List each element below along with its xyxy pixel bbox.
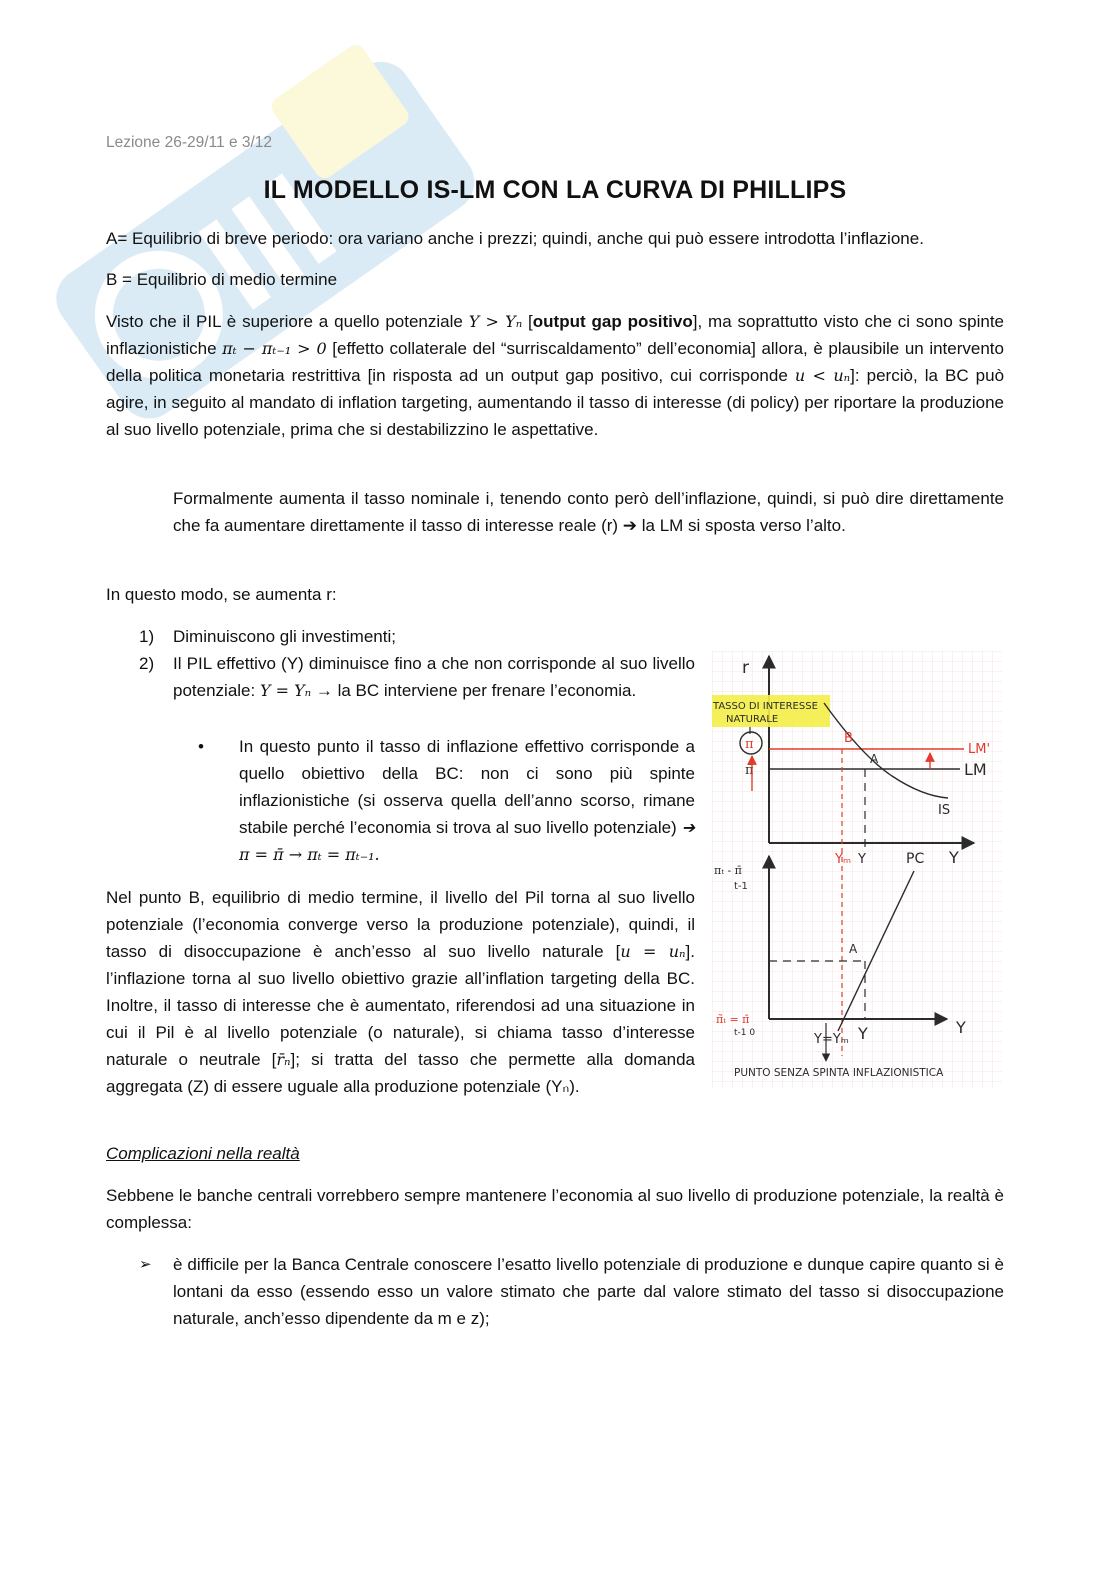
text: → la BC interviene per frenare l’economia.	[311, 681, 637, 700]
lm-label: LM	[964, 760, 987, 779]
bullet-symbol: •	[198, 737, 204, 756]
text: Visto che il PIL è superiore a quello potenziale	[106, 312, 469, 331]
paragraph-list-intro: In questo modo, se aumenta r:	[106, 585, 337, 604]
paragraph-output-gap	[106, 308, 1004, 443]
bold-output-gap: output gap positivo	[532, 312, 693, 331]
point-a2-label: A	[849, 942, 858, 956]
pc-label: PC	[906, 851, 925, 867]
lm-prime-label: LM'	[968, 742, 991, 757]
paragraph-reality: Sebbene le banche centrali vorrebbero sempre mantenere l’economia al suo livello di produzione potenziale, la realtà è complessa:	[106, 1186, 1004, 1232]
bottom-x-axis-label: Y	[956, 1018, 966, 1037]
math-u-eq-un: u = uₙ	[620, 942, 686, 961]
islm-phillips-sketch	[712, 651, 1002, 1089]
bullet-item	[239, 733, 695, 868]
top-x-axis-label: Y	[949, 848, 959, 867]
math-r-natural: r̄ₙ	[276, 1050, 291, 1069]
pi-equals-label-1: π̃ₜ = π̄	[716, 1013, 750, 1026]
section-heading: Complicazioni nella realtà	[106, 1144, 300, 1163]
math-y-eq-yn: Y = Yₙ	[259, 681, 312, 700]
text: Nel punto B, equilibrio di medio termine, il livello del Pil torna al suo livello potenziale (l’economia converge verso la produzione potenziale), quindi, il tasso di disoccupazione è anch’esso al suo livello naturale [	[106, 888, 695, 961]
list-item-1: Diminuiscono gli investimenti;	[173, 627, 396, 646]
math-u-lt-un: u < uₙ	[794, 366, 851, 385]
point-b-label: B	[844, 731, 853, 746]
pi-bar-label: π̄	[745, 763, 754, 778]
text: [	[522, 312, 533, 331]
text: In questo punto il tasso di inflazione effettivo corrisponde a quello obiettivo della BC: non ci sono più spinte inflazionistiche (si osserva quella dell’anno scorso, rimane stabile perché l’economia si trova al suo livello potenziale)	[239, 737, 695, 837]
text: Il PIL effettivo (Y) diminuisce fino a che non corrisponde al suo livello potenziale:	[173, 654, 695, 700]
arrow-list-item: è difficile per la Banca Centrale conoscere l’esatto livello potenziale di produzione e dunque capire quanto si è lontani da esso (essendo esso un valore stimato che parte dal valore stimato del tasso si disoccupazione naturale, anch’esso dipendente da m e z);	[173, 1255, 1004, 1328]
point-a-label: A	[870, 752, 879, 766]
page-title: IL MODELLO IS-LM CON LA CURVA DI PHILLIPS	[263, 176, 847, 204]
natural-rate-label-1: TASSO DI INTERESSE	[713, 701, 818, 712]
lesson-header: Lezione 26-29/11 e 3/12	[106, 134, 273, 151]
text: ], ma soprattutto visto che ci sono spinte inflazionistiche	[106, 312, 1005, 358]
sketch-caption: PUNTO SENZA SPINTA INFLAZIONISTICA	[734, 1067, 944, 1079]
list-number-1: 1)	[139, 627, 155, 646]
is-label: IS	[938, 803, 951, 818]
bottom-y-label-1: πₜ - π̄	[714, 864, 742, 877]
y-equals-ym-label: Y=Yₘ	[814, 1032, 849, 1047]
natural-rate-label-2: NATURALE	[726, 714, 779, 725]
text: ]; si tratta del tasso che permette alla domanda aggregata (Z) di essere uguale alla produzione potenziale (Yₙ).	[106, 1050, 695, 1096]
math-pi-equalities: ➔ π = π̄ → πₜ = πₜ₋₁.	[239, 818, 695, 864]
list-number-2: 2)	[139, 654, 155, 673]
math-y-gt-yn: Y > Yₙ	[468, 312, 523, 331]
list-item-2	[173, 650, 695, 704]
math-inflation-diff: πₜ − πₜ₋₁ > 0	[222, 339, 327, 358]
bottom-y-label: Y	[858, 1024, 868, 1043]
paragraph-indented: Formalmente aumenta il tasso nominale i, tenendo conto però dell’inflazione, quindi, si può dire direttamente che fa aumentare direttamente il tasso di interesse reale (r) ➔ la LM si sposta verso l’alto.	[173, 489, 1004, 535]
top-y-label-2: Y	[858, 852, 866, 867]
top-y-label: r	[742, 658, 749, 678]
paragraph-b: B = Equilibrio di medio termine	[106, 270, 338, 289]
paragraph-point-b	[106, 884, 695, 1100]
paragraph-a: A= Equilibrio di breve periodo: ora variano anche i prezzi; quindi, anche qui può essere introdotta l’inflazione.	[106, 229, 924, 248]
text: ]. l’inflazione torna al suo livello obiettivo grazie all’inflation targeting della BC. Inoltre, il tasso di interesse che è aumentato, riferendosi ad una situazione in cui il Pil è al livello potenziale (o naturale), si chiama tasso d’interesse naturale o neutrale [	[106, 942, 695, 1069]
top-y-m-label: Yₘ	[835, 852, 852, 867]
text: [effetto collaterale del “surriscaldamento” dell’economia] allora, è plausibile un intervento della politica monetaria restrittiva [in risposta ad un output gap positivo, cui corrisponde	[106, 339, 1004, 385]
bottom-y-label-2: t-1	[734, 881, 748, 892]
text: ]: perciò, la BC può agire, in seguito al mandato di inflation targeting, aumentando il tasso di interesse (di policy) per riportare la produzione al suo livello potenziale, prima che si destabilizzino le aspettative.	[106, 366, 1005, 439]
pi-circle-label: π	[745, 737, 754, 752]
pi-equals-label-2: t-1 0	[734, 1028, 756, 1038]
arrow-bullet-icon: ➢	[139, 1256, 152, 1273]
